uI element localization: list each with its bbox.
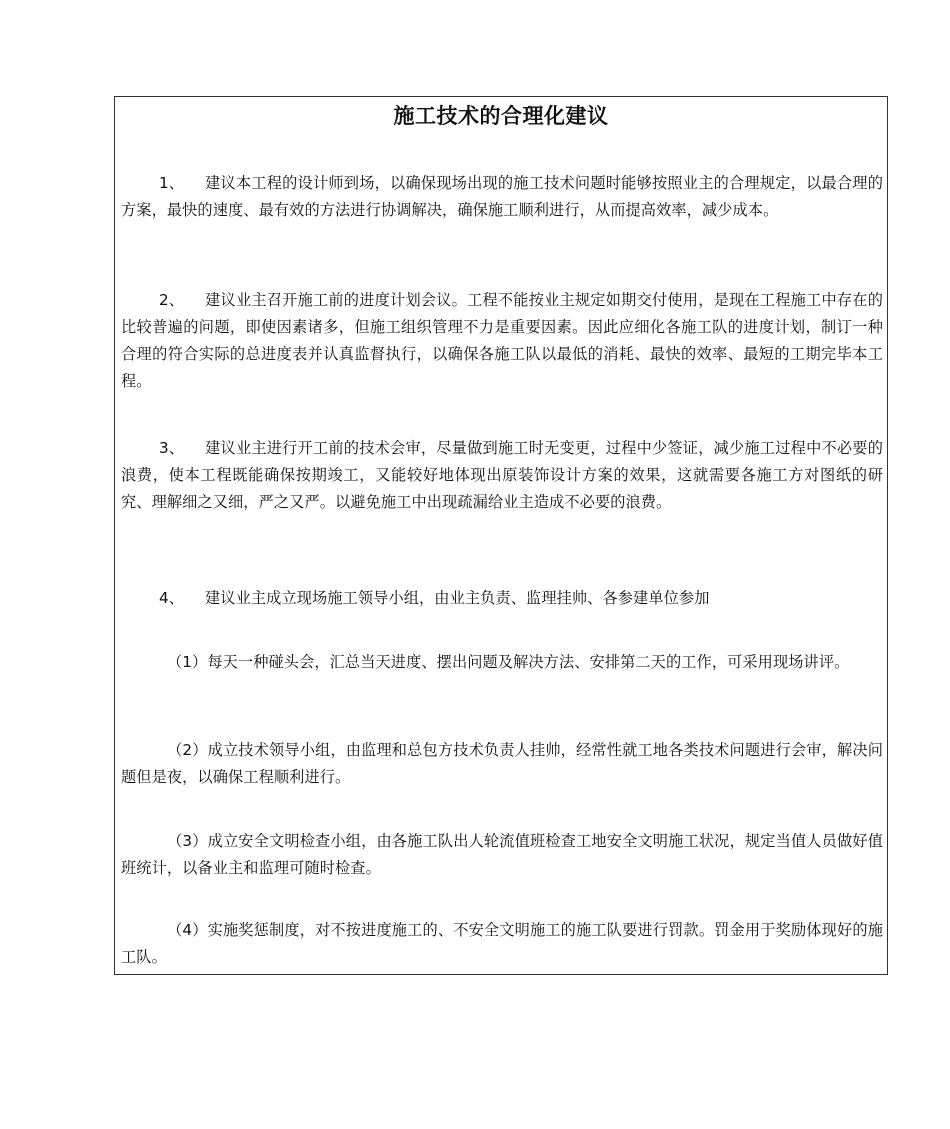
sub-item-text: （4）实施奖惩制度，对不按进度施工的、不安全文明施工的施工队要进行罚款。罚金用于奖励体现好的施工队。	[121, 921, 883, 966]
sub-item-text: （1）每天一种碰头会，汇总当天进度、摆出问题及解决方法、安排第二天的工作，可采用现场讲评。	[167, 653, 850, 671]
paragraph-text: 建议业主进行开工前的技术会审，尽量做到施工时无变更，过程中少签证，减少施工过程中不必要的浪费，使本工程既能确保按期竣工，又能较好地体现出原装饰设计方案的效果，这就需要各施工方对图纸的研究、理解细之又细，严之又严。以避免施工中出现疏漏给业主造成不必要的浪费。	[121, 439, 883, 511]
sub-item-3	[121, 828, 883, 882]
sub-item-1	[121, 649, 883, 676]
paragraph-text: 建议业主召开施工前的进度计划会议。工程不能按业主规定如期交付使用，是现在工程施工中存在的比较普遍的问题，即使因素诸多，但施工组织管理不力是重要因素。因此应细化各施工队的进度计划，制订一种合理的符合实际的总进度表并认真监督执行，以确保各施工队以最低的消耗、最快的效率、最短的工期完毕本工程。	[121, 291, 883, 390]
paragraph-number: 3、	[159, 439, 185, 457]
paragraph-text: 建议本工程的设计师到场，以确保现场出现的施工技术问题时能够按照业主的合理规定，以最合理的方案，最快的速度、最有效的方法进行协调解决，确保施工顺利进行，从而提高效率，减少成本。	[121, 174, 883, 219]
document-frame	[114, 96, 888, 975]
sub-item-4	[121, 917, 883, 971]
paragraph-number: 2、	[159, 291, 185, 309]
paragraph-4	[121, 585, 883, 612]
paragraph-number: 4、	[159, 589, 185, 607]
paragraph-number: 1、	[159, 174, 185, 192]
document-title: 施工技术的合理化建议	[393, 104, 609, 128]
paragraph-3	[121, 435, 883, 516]
sub-item-text: （3）成立安全文明检查小组，由各施工队出人轮流值班检查工地安全文明施工状况，规定当值人员做好值班统计，以备业主和监理可随时检查。	[121, 832, 883, 877]
sub-item-text: （2）成立技术领导小组，由监理和总包方技术负责人挂帅，经常性就工地各类技术问题进行会审，解决问题但是夜，以确保工程顺利进行。	[121, 741, 883, 786]
paragraph-2	[121, 287, 883, 395]
sub-item-2	[121, 737, 883, 791]
paragraph-text: 建议业主成立现场施工领导小组，由业主负责、监理挂帅、各参建单位参加	[205, 589, 710, 607]
paragraph-1	[121, 170, 883, 224]
